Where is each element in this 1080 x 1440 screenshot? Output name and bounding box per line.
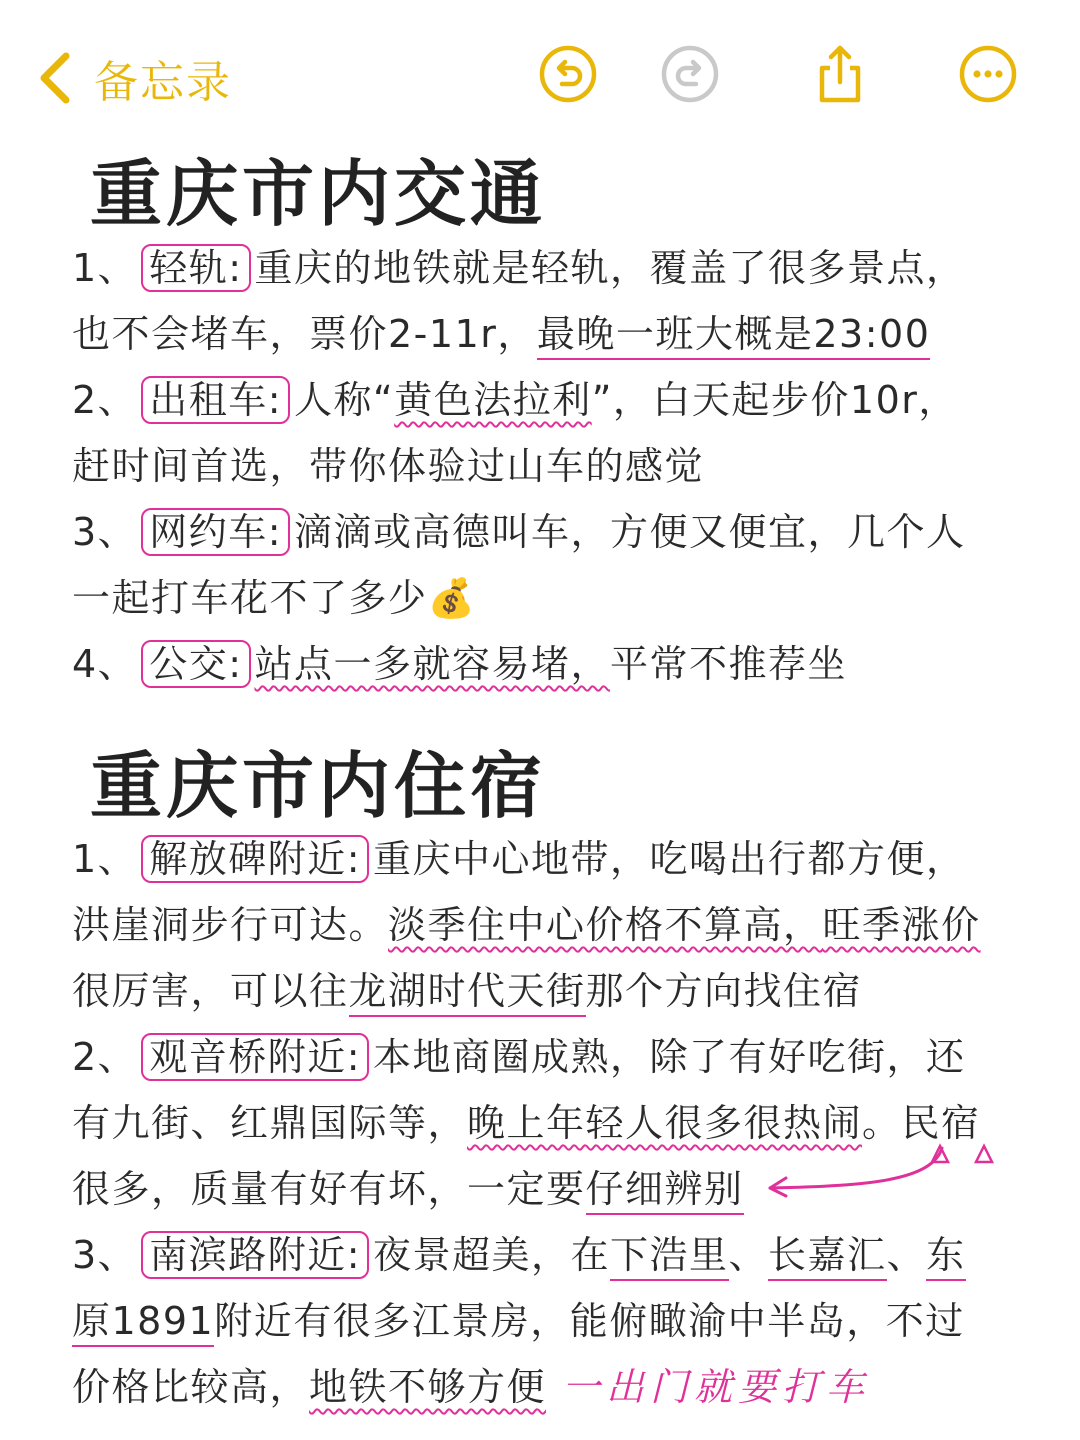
transport-item-1-line-2 xyxy=(72,309,930,359)
item-number: 3、 xyxy=(72,510,138,554)
undo-button[interactable] xyxy=(538,44,598,104)
item-text: 、 xyxy=(886,1233,927,1277)
lodging-item-1-line-3 xyxy=(72,966,862,1016)
wavy-underlined-text: 淡季住中心价格不算高， xyxy=(388,903,823,947)
lodging-item-1-line-2 xyxy=(72,900,981,950)
underlined-text: 仔细辨别 xyxy=(586,1167,744,1215)
underlined-text: 龙湖时代天街 xyxy=(349,969,586,1017)
underlined-text: 原1891 xyxy=(72,1299,214,1347)
chevron-left-icon xyxy=(34,50,78,106)
item-text: 有九街、红鼎国际等， xyxy=(72,1101,468,1145)
item-text: ”，白天起步价10r， xyxy=(591,378,958,422)
lodging-item-3-line-2 xyxy=(72,1296,965,1346)
item-number: 2、 xyxy=(72,1035,138,1079)
underlined-text: 下浩里 xyxy=(610,1233,729,1281)
item-number: 1、 xyxy=(72,837,138,881)
item-text: 。民宿 xyxy=(862,1101,981,1145)
lodging-item-1-line-1 xyxy=(72,834,966,884)
item-label-box: 南滨路附近: xyxy=(141,1231,369,1279)
arrow-annotation-icon xyxy=(762,1140,952,1200)
lodging-item-2-line-1 xyxy=(72,1032,966,1082)
redo-button[interactable] xyxy=(660,44,720,104)
item-text: 本地商圈成熟，除了有好吃街，还 xyxy=(373,1035,966,1079)
lodging-item-3-line-1 xyxy=(72,1230,966,1280)
item-number: 2、 xyxy=(72,378,138,422)
item-label-box: 公交: xyxy=(141,640,250,688)
item-text: 附近有很多江景房，能俯瞰渝中半岛，不过 xyxy=(214,1299,965,1343)
navigation-bar xyxy=(0,0,1080,130)
item-text: 很厉害，可以往 xyxy=(72,969,349,1013)
item-text: 那个方向找住宿 xyxy=(585,969,863,1013)
transport-item-3-line-1 xyxy=(72,507,966,557)
item-text: 夜景超美，在 xyxy=(373,1233,611,1277)
wavy-underlined-text: 旺季涨价 xyxy=(822,903,981,947)
lodging-item-3-line-3 xyxy=(72,1362,870,1412)
underlined-text: 最晚一班大概是23:00 xyxy=(537,312,931,360)
lodging-heading: 重庆市内住宿 xyxy=(90,744,547,828)
back-button[interactable] xyxy=(34,46,232,110)
item-number: 4、 xyxy=(72,642,138,686)
item-text: 、 xyxy=(728,1233,769,1277)
share-icon xyxy=(810,44,870,104)
more-icon xyxy=(958,44,1018,104)
item-text: 价格比较高， xyxy=(72,1365,310,1409)
triangle-marks-icon xyxy=(930,1142,1000,1166)
transport-item-3-line-2: 一起打车花不了多少💰 xyxy=(72,576,477,620)
back-label: 备忘录 xyxy=(94,57,232,108)
wavy-underlined-text: 黄色法拉利 xyxy=(394,378,592,422)
transport-item-4-line-1 xyxy=(72,639,847,689)
item-text: 重庆的地铁就是轻轨，覆盖了很多景点， xyxy=(254,246,966,290)
transport-item-2-line-2: 赶时间首选，带你体验过山车的感觉 xyxy=(72,444,705,488)
item-text: 滴滴或高德叫车，方便又便宜，几个人 xyxy=(294,510,966,554)
more-button[interactable] xyxy=(958,44,1018,104)
transport-heading: 重庆市内交通 xyxy=(90,152,547,236)
item-text: 人称“ xyxy=(294,378,395,422)
transport-item-2-line-1 xyxy=(72,375,958,425)
undo-icon xyxy=(538,44,598,104)
share-button[interactable] xyxy=(810,44,870,104)
item-text: 重庆中心地带，吃喝出行都方便， xyxy=(373,837,966,881)
item-number: 1、 xyxy=(72,246,138,290)
handwritten-note: 一出门就要打车 xyxy=(562,1365,871,1409)
wavy-underlined-text: 地铁不够方便 xyxy=(309,1365,547,1409)
item-text: 平常不推荐坐 xyxy=(610,642,848,686)
wavy-underlined-text: 晚上年轻人很多很热闹 xyxy=(467,1101,863,1145)
item-text: 也不会堵车，票价2-11r， xyxy=(72,312,537,356)
item-label-box: 轻轨: xyxy=(141,244,250,292)
item-text: 洪崖洞步行可达。 xyxy=(72,903,389,947)
underlined-text: 东 xyxy=(926,1233,966,1281)
item-number: 3、 xyxy=(72,1233,138,1277)
item-text: 很多，质量有好有坏，一定要 xyxy=(72,1167,586,1211)
item-label-box: 观音桥附近: xyxy=(141,1033,369,1081)
transport-item-1-line-1 xyxy=(72,243,966,293)
redo-icon xyxy=(660,44,720,104)
underlined-text: 长嘉汇 xyxy=(768,1233,887,1281)
wavy-underlined-text: 站点一多就容易堵， xyxy=(254,642,611,686)
lodging-item-2-line-3 xyxy=(72,1164,744,1214)
item-label-box: 出租车: xyxy=(141,376,290,424)
item-label-box: 解放碑附近: xyxy=(141,835,369,883)
item-label-box: 网约车: xyxy=(141,508,290,556)
